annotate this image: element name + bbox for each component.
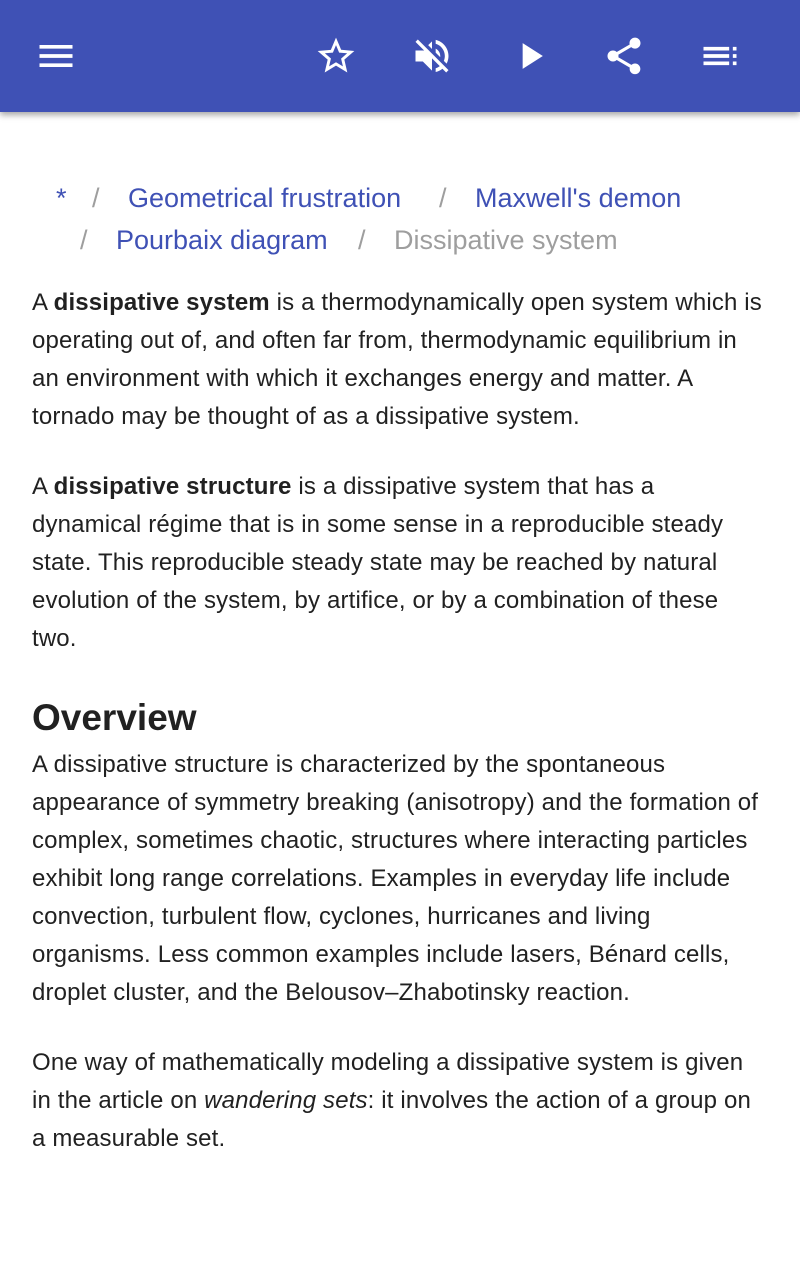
breadcrumb-separator: / xyxy=(92,183,100,213)
text-span: : it involves the action of a group on a measurable set. xyxy=(32,1087,751,1152)
breadcrumb xyxy=(32,112,762,284)
share-icon xyxy=(602,34,646,78)
breadcrumb-link-maxwells-demon[interactable]: Maxwell's demon xyxy=(475,183,682,213)
menu-icon xyxy=(34,34,78,78)
star-outline-icon xyxy=(314,34,358,78)
volume-off-icon xyxy=(410,34,454,78)
article-content xyxy=(32,112,762,1190)
share-button[interactable] xyxy=(592,24,656,88)
text-span: is a dissipative system that has a dynamical régime that is in some sense in a reproducible steady state. This reproducible steady state may be reached by natural evolution of the system, by artifice, or by a combination of these two. xyxy=(32,473,724,652)
play-button[interactable] xyxy=(498,24,562,88)
bookmark-button[interactable] xyxy=(304,24,368,88)
bold-term: dissipative structure xyxy=(53,473,292,500)
text-span: A xyxy=(32,289,54,316)
overview-heading: Overview xyxy=(32,697,197,738)
text-span: is a thermodynamically open system which is operating out of, and often far from, thermodynamic equilibrium in an environment with which it exchanges energy and matter. A tornado may be thought of as a dissipative system. xyxy=(32,289,762,430)
text-span: A xyxy=(32,473,54,500)
breadcrumb-separator: / xyxy=(439,183,447,213)
bold-term: dissipative system xyxy=(53,289,270,316)
app-bar xyxy=(0,0,800,112)
overview-paragraph: A dissipative structure is characterized by the spontaneous appearance of symmetry breaking (anisotropy) and the formation of complex, sometimes chaotic, structures where interacting particles exhibit long range correlations. Examples in everyday life include convection, turbulent flow, cyclones, hurricanes and living organisms. Less common examples include lasers, Bénard cells, droplet cluster, and the Belousov–Zhabotinsky reaction. xyxy=(32,751,759,1006)
play-icon xyxy=(508,34,552,78)
table-of-contents-button[interactable] xyxy=(688,24,752,88)
intro-paragraph xyxy=(32,284,762,436)
breadcrumb-link-pourbaix-diagram[interactable]: Pourbaix diagram xyxy=(116,225,328,255)
breadcrumb-home-link[interactable]: * xyxy=(56,183,67,213)
text-span: One way of mathematically modeling a dissipative system is given in the article on xyxy=(32,1049,744,1114)
toc-list-icon xyxy=(698,34,742,78)
breadcrumb-link-geometrical-frustration[interactable]: Geometrical frustration xyxy=(128,183,402,213)
structure-paragraph xyxy=(32,468,762,658)
breadcrumb-separator: / xyxy=(80,225,88,255)
menu-button[interactable] xyxy=(24,24,88,88)
breadcrumb-separator: / xyxy=(358,225,366,255)
modeling-paragraph xyxy=(32,1044,762,1158)
breadcrumb-current-page: Dissipative system xyxy=(394,225,618,255)
wandering-sets-term: wandering sets xyxy=(204,1087,368,1114)
mute-button[interactable] xyxy=(400,24,464,88)
